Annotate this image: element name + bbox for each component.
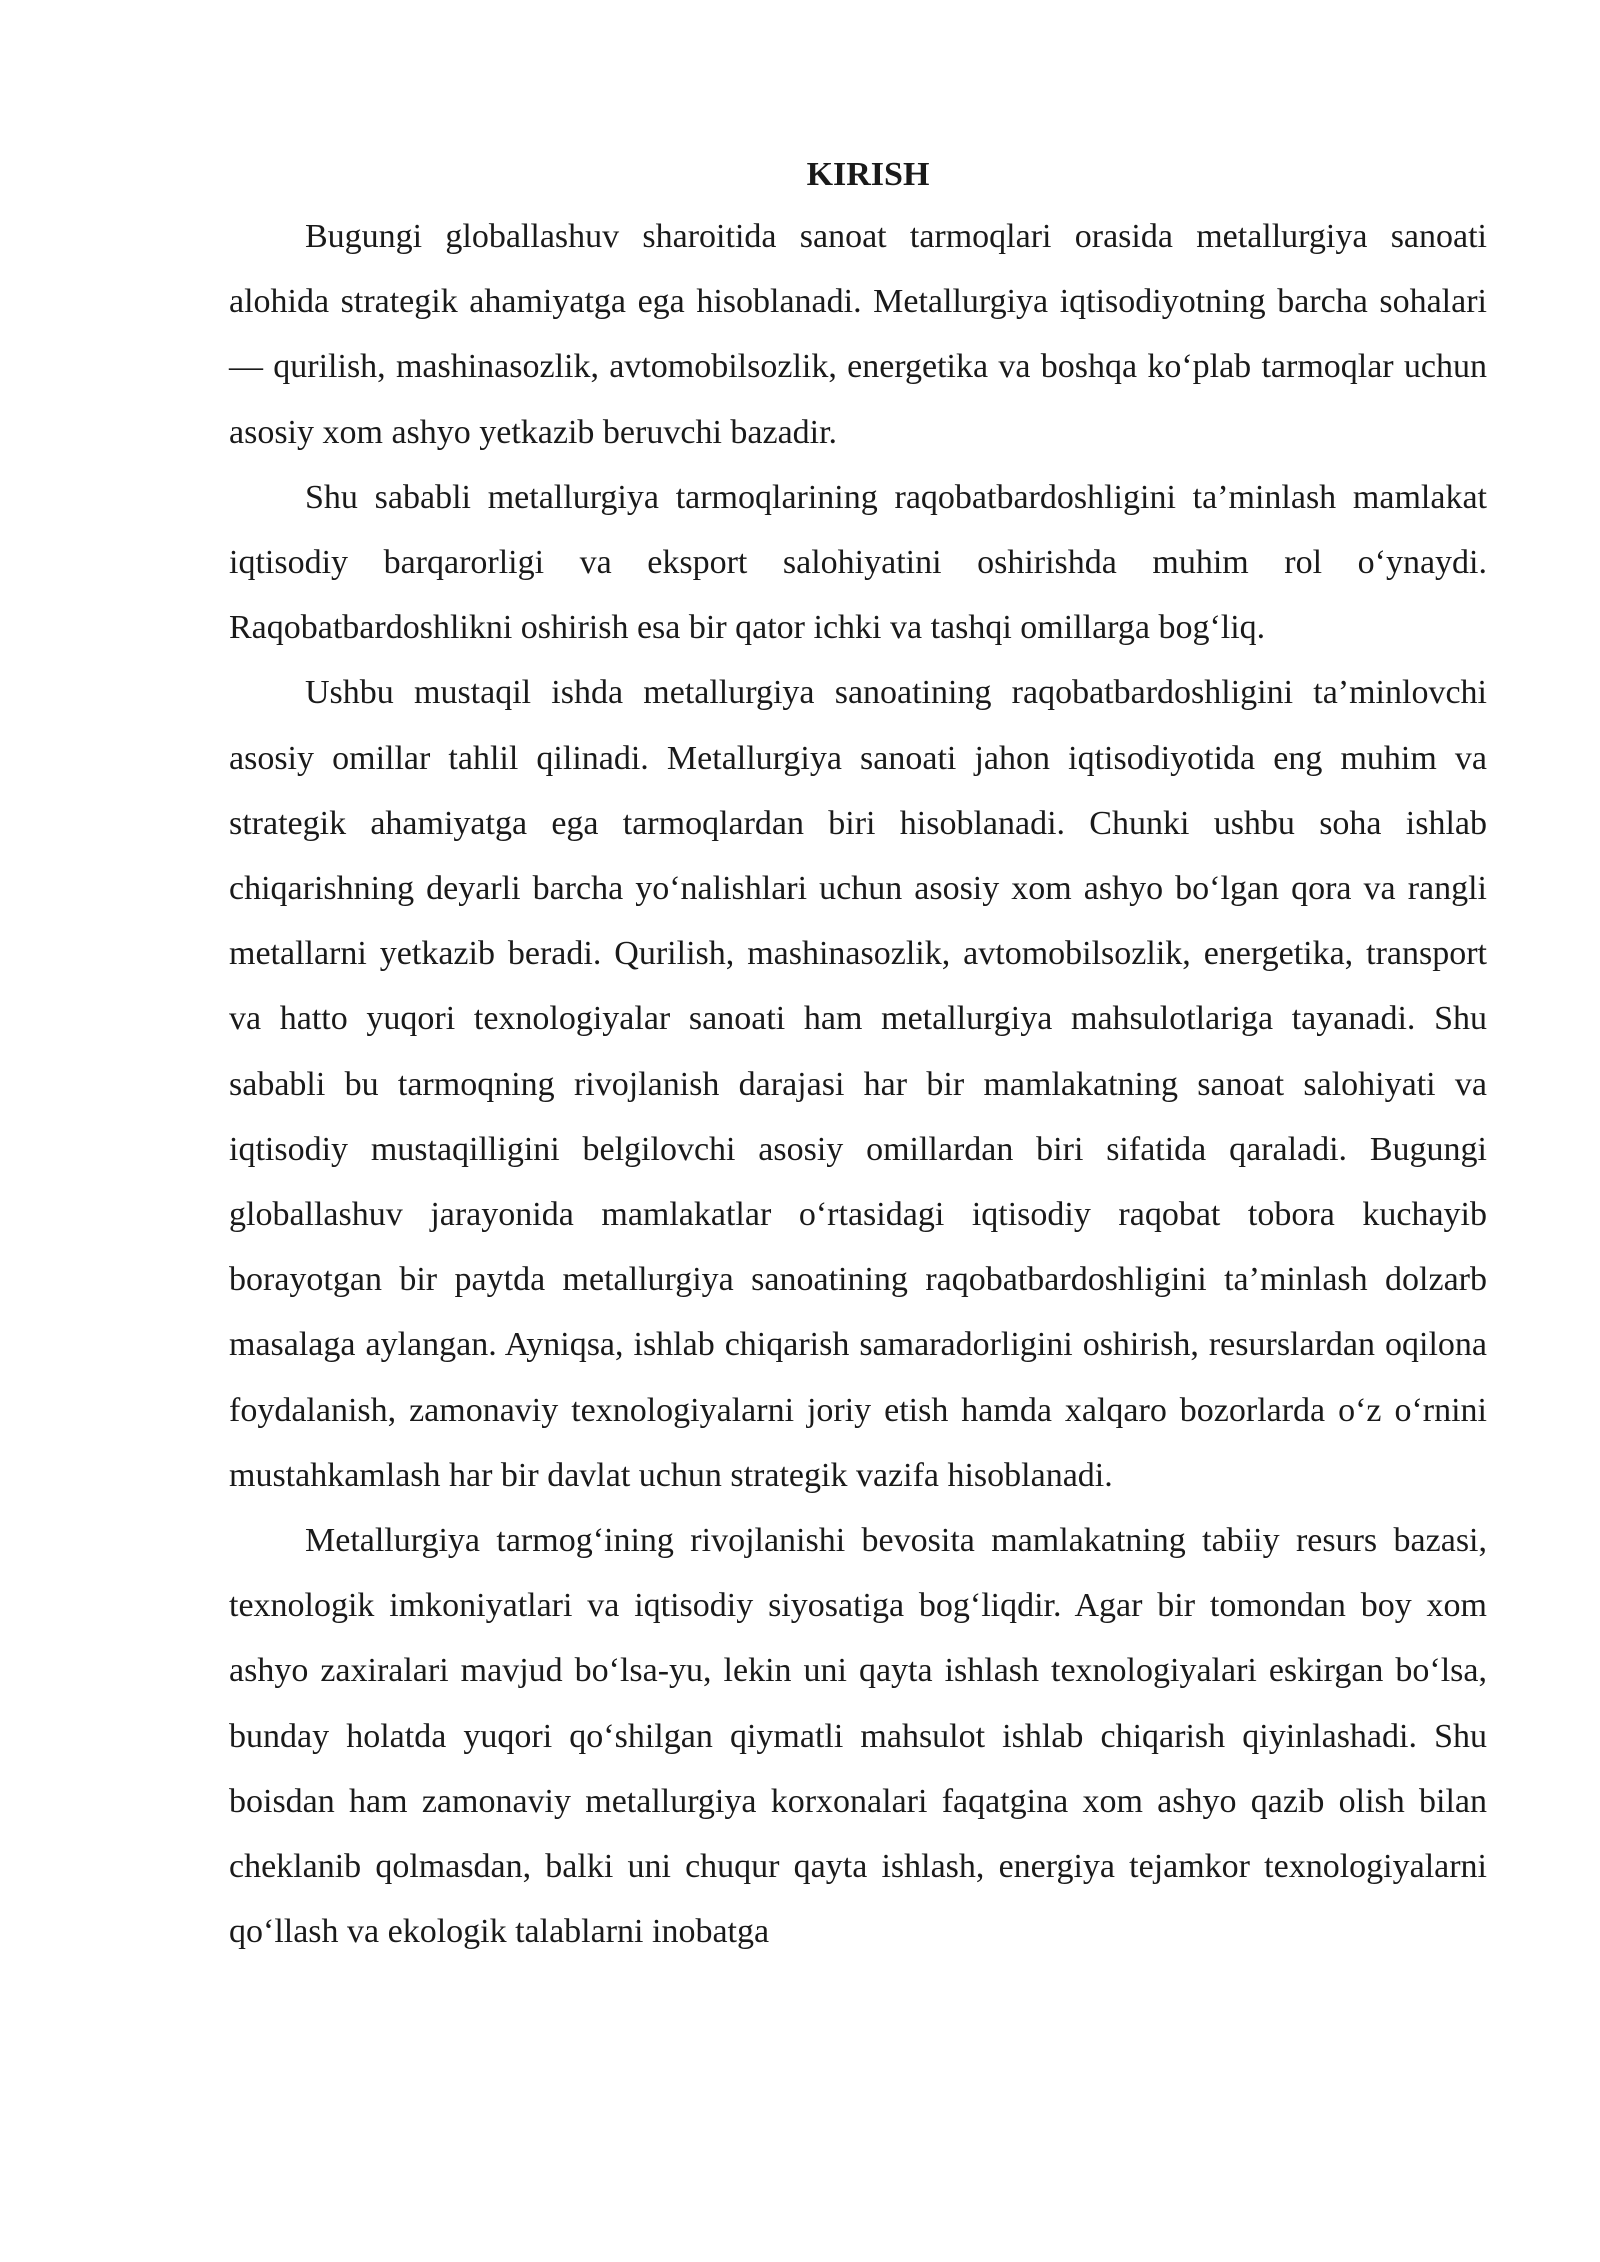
document-title: KIRISH <box>806 156 930 193</box>
paragraph-4: Metallurgiya tarmog‘ining rivojlanishi bevosita mamlakatning tabiiy resurs bazasi, texnologik imkoniyatlari va iqtisodiy siyosatiga bog‘liqdir. Agar bir tomondan boy xom ashyo zaxiralari mavjud bo‘lsa-yu, lekin uni qayta ishlash texnologiyalari eskirgan bo‘lsa, bunday holatda yuqori qo‘shilgan qiymatli mahsulot ishlab chiqarish qiyinlashadi. Shu boisdan ham zamonaviy metallurgiya korxonalari faqatgina xom ashyo qazib olish bilan cheklanib qolmasdan, balki uni chuqur qayta ishlash, energiya tejamkor texnologiyalarni qo‘llash va ekologik talablarni inobatga <box>229 1522 1487 1951</box>
paragraph-1: Bugungi globallashuv sharoitida sanoat tarmoqlari orasida metallurgiya sanoati alohida strategik ahamiyatga ega hisoblanadi. Metallurgiya iqtisodiyotning barcha sohalari — qurilish, mashinasozlik, avtomobilsozlik, energetika va boshqa ko‘plab tarmoqlar uchun asosiy xom ashyo yetkazib beruvchi bazadir. <box>229 218 1487 451</box>
paragraph-2: Shu sababli metallurgiya tarmoqlarining raqobatbardoshligini ta’minlash mamlakat iqtisodiy barqarorligi va eksport salohiyatini oshirishda muhim rol o‘ynaydi. Raqobatbardoshlikni oshirish esa bir qator ichki va tashqi omillarga bog‘liq. <box>229 478 1487 647</box>
paragraph-3: Ushbu mustaqil ishda metallurgiya sanoatining raqobatbardoshligini ta’minlovchi asosiy omillar tahlil qilinadi. Metallurgiya sanoati jahon iqtisodiyotida eng muhim va strategik ahamiyatga ega tarmoqlardan biri hisoblanadi. Chunki ushbu soha ishlab chiqarishning deyarli barcha yo‘nalishlari uchun asosiy xom ashyo bo‘lgan qora va rangli metallarni yetkazib beradi. Qurilish, mashinasozlik, avtomobilsozlik, energetika, transport va hatto yuqori texnologiyalar sanoati ham metallurgiya mahsulotlariga tayanadi. Shu sababli bu tarmoqning rivojlanish darajasi har bir mamlakatning sanoat salohiyati va iqtisodiy mustaqilligini belgilovchi asosiy omillardan biri sifatida qaraladi. Bugungi globallashuv jarayonida mamlakatlar o‘rtasidagi iqtisodiy raqobat tobora kuchayib borayotgan bir paytda metallurgiya sanoatining raqobatbardoshligini ta’minlash dolzarb masalaga aylangan. Ayniqsa, ishlab chiqarish samaradorligini oshirish, resurslardan oqilona foydalanish, zamonaviy texnologiyalarni joriy etish hamda xalqaro bozorlarda o‘z o‘rnini mustahkamlash har bir davlat uchun strategik vazifa hisoblanadi. <box>229 674 1487 1494</box>
document-body <box>229 150 1487 1964</box>
